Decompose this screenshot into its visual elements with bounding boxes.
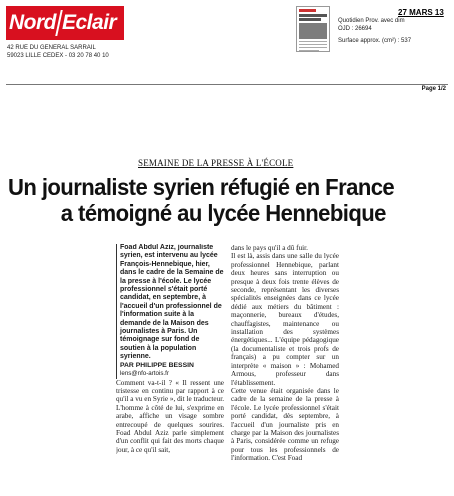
- article-body-paragraph: dans le pays qu'il a dû fuir.: [231, 244, 308, 252]
- thumbnail-photo: [299, 23, 327, 39]
- article-column-1: [116, 244, 224, 490]
- ojd-figure: OJD : 26694: [338, 26, 372, 32]
- article-byline: PAR PHILIPPE BESSIN: [116, 362, 224, 370]
- logo-word-nord: Nord: [9, 11, 56, 34]
- surface-approx: Surface approx. (cm²) : 537: [338, 38, 412, 44]
- headline-line-1: Un journaliste syrien réfugié en France: [8, 174, 395, 200]
- logo-word-eclair: Eclair: [62, 11, 117, 34]
- address-line-2: 59023 LILLE CEDEX - 03 20 78 40 10: [7, 53, 109, 59]
- publication-date: 27 MARS 13: [398, 8, 444, 17]
- page-thumbnail: [296, 6, 330, 52]
- article-lead: Foad Abdul Aziz, journaliste syrien, est intervenu au lycée François-Hennebique, hier, dans le cadre de la Semaine de la presse à l'école. Le lycée professionnel s'était porté candidat, en septembre, à l'accueil d'un professionnel de l'information suite à la demande de la Maison des journalistes à Paris. Un témoignage sur fond de soutien à la population syrienne.: [116, 244, 224, 362]
- page-number: Page 1/2: [421, 86, 446, 92]
- header-divider: [6, 84, 448, 85]
- headline-line-2: a témoigné au lycée Hennebique: [60, 200, 386, 226]
- publication-frequency: Quotidien Prov. avec dim: [338, 18, 405, 24]
- section-label: SEMAINE DE LA PRESSE À L'ÉCOLE: [138, 158, 294, 168]
- article-body-paragraph: Il est là, assis dans une salle du lycée professionnel Hennebique, parlant deux heures sans interruption ou presque à deux fois trente élèves de seconde, représentant les diverses spécialités enseignées dans ce lycée dédié aux métiers du bâtiment : maçonnerie, bureaux d'études, chauffagistes, maintenance ou installation des systèmes énergétiques... L'équipe pédagogique (la documentaliste et trois profs de français) a pu compter sur un interprète « maison » : Mohamed Armous, professeur dans l'établissement.: [231, 252, 339, 387]
- newspaper-logo: [6, 6, 124, 40]
- clipping-metadata: [338, 9, 448, 45]
- publisher-address: [7, 44, 109, 60]
- author-email: lens@nfo-artois.fr: [116, 370, 224, 378]
- article-headline: [8, 174, 430, 226]
- article-column-2: [231, 244, 339, 490]
- address-line-1: 42 RUE DU GENERAL SARRAIL: [7, 45, 96, 51]
- article-body-paragraph: Comment va-t-il ? « Il ressent une tristesse en continu par rapport à ce qu'il a vu en Syrie », dit le traducteur. L'homme à côté de lui, s'exprime en arabe, affiche un visage sombre entrecoupé de quelques sourires. Foad Abdul Aziz parle simplement d'un conflit qui fait des morts chaque jour, à ce qu'il sait,: [116, 378, 224, 454]
- article-body-paragraph: Cette venue était organisée dans le cadre de la semaine de la presse à l'école. Le lycée professionnel s'était porté candidat, dès septembre, à l'accueil d'un journaliste pris en charge par la Maison des journalistes à Paris, considérée comme un refuge pour tous les professionnels de l'information. C'est Foad: [231, 386, 339, 463]
